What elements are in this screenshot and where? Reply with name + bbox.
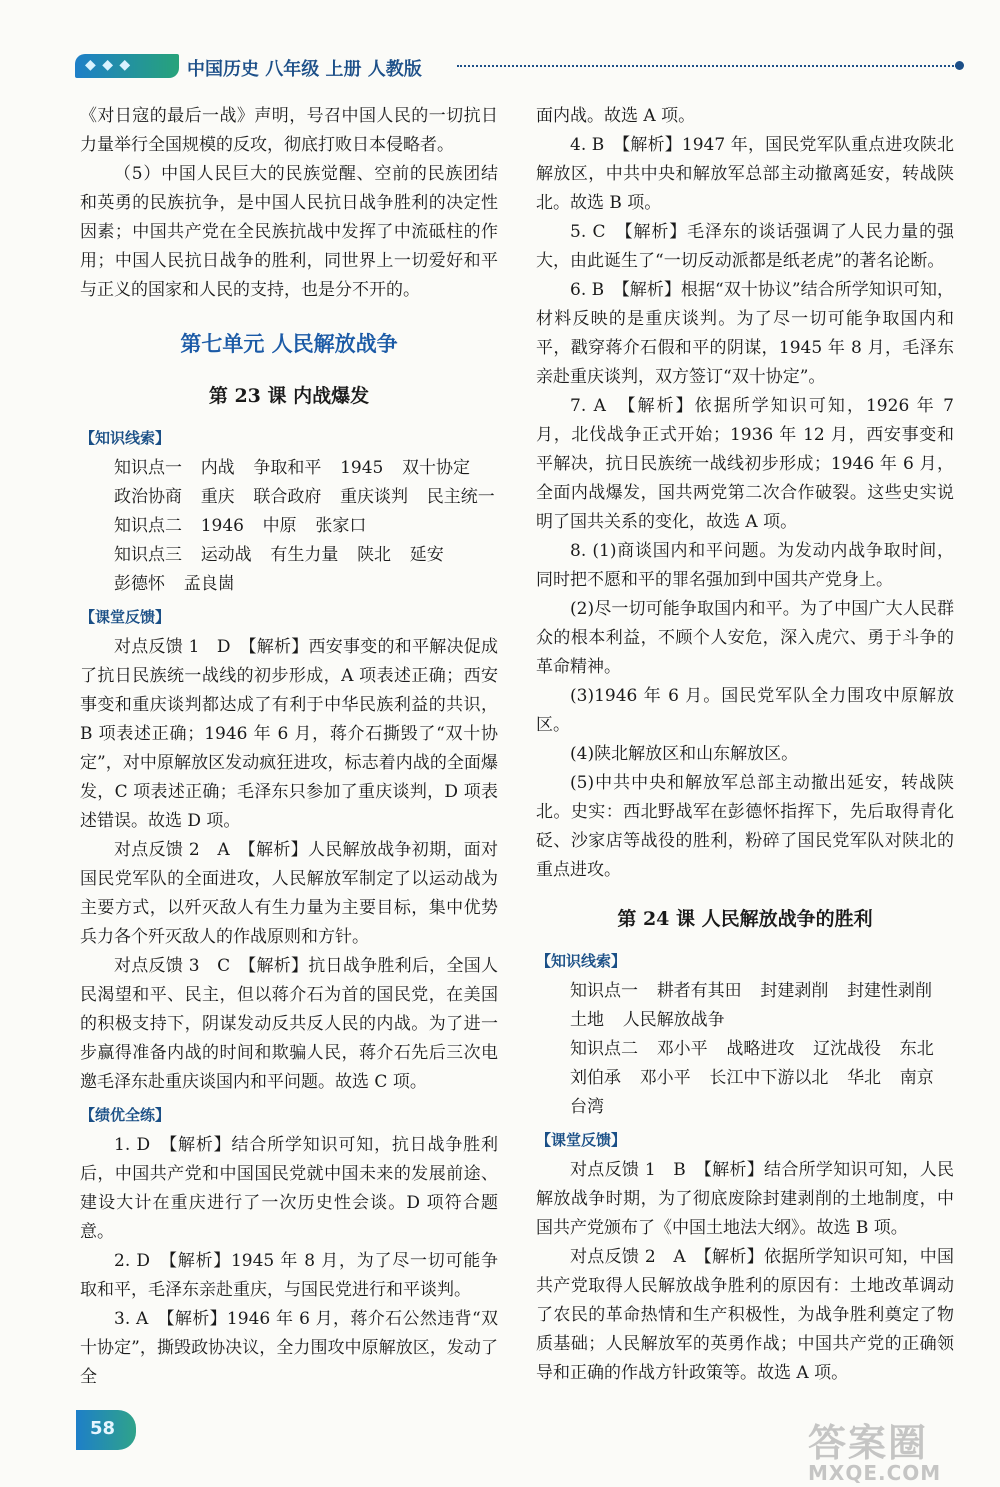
practice-answer-2: 2. D 【解析】1945 年 8 月，为了尽一切可能争取和平，毛泽东亲赴重庆，与国民党进行和平谈判。 (80, 1251, 498, 1300)
section-tag-class-feedback: 【课堂反馈】 (536, 1131, 627, 1149)
term: 双十协定 (402, 458, 471, 478)
practice-answer-4: 4. B 【解析】1947 年，国民党军队重点进攻陕北解放区，中共中央和解放军总部主动撤离延安，转战陕北。故选 B 项。 (536, 135, 954, 213)
practice-answer-8-3: (3)1946 年 6 月。国民党军队全力围攻中原解放区。 (536, 686, 954, 735)
header-end-dot-icon (955, 61, 964, 70)
feedback-answer-2: 对点反馈 2 A 【解析】依据所学知识可知，中国共产党取得人民解放战争胜利的原因有：土地改革调动了农民的革命热情和生产积极性，为战争胜利奠定了物质基础；人民解放军的英勇作战；中国共产党的正确领导和正确的作战方针政策等。故选 A 项。 (536, 1247, 954, 1383)
term: 人民解放战争 (622, 1010, 725, 1030)
page-number-badge (76, 1410, 136, 1450)
term: 彭德怀 (114, 574, 165, 594)
knowledge-point-2 (536, 1035, 954, 1064)
term: 联合政府 (253, 487, 322, 507)
practice-answer-5: 5. C 【解析】毛泽东的谈话强调了人民力量的强大，由此诞生了“一切反动派都是纸老虎”的著名论断。 (536, 222, 954, 271)
section-tag-knowledge-clues: 【知识线索】 (80, 429, 171, 447)
term: 华北 (847, 1068, 882, 1088)
term: 民主统一 (426, 487, 495, 507)
term: 重庆 (200, 487, 235, 507)
right-column (536, 102, 954, 1388)
term: 长江中下游以北 (709, 1068, 829, 1088)
term: 辽沈战役 (813, 1039, 882, 1059)
term: 张家口 (315, 516, 367, 536)
term: 孟良崮 (183, 574, 235, 594)
paragraph: （5）中国人民巨大的民族觉醒、空前的民族团结和英勇的民族抗争，是中国人民抗日战争胜利的决定性因素；中国共产党在全民族抗战中发挥了中流砥柱的作用；中国人民抗日战争的胜利，同世界上一切爱好和平与正义的国家和人民的支持，也是分不开的。 (80, 164, 498, 300)
knowledge-point-2-cont (536, 1093, 954, 1122)
knowledge-point-1 (536, 977, 954, 1006)
site-watermark (808, 1412, 988, 1485)
section-tag-class-feedback: 【课堂反馈】 (80, 608, 171, 626)
term: 东北 (899, 1039, 934, 1059)
practice-answer-1: 1. D 【解析】结合所学知识可知，抗日战争胜利后，中国共产党和中国国民党就中国未来的发展前途、建设大计在重庆进行了一次历史性会谈。D 项符合题意。 (80, 1135, 498, 1242)
practice-answer-8-4: (4)陕北解放区和山东解放区。 (570, 744, 799, 764)
term: 争取和平 (253, 458, 322, 478)
term: 运动战 (200, 545, 252, 565)
term: 邓小平 (639, 1068, 691, 1088)
knowledge-point-3 (80, 541, 498, 570)
term: 有生力量 (270, 545, 339, 565)
term: 封建剥削 (760, 981, 829, 1001)
feedback-answer-2: 对点反馈 2 A 【解析】人民解放战争初期，面对国民党军队的全面进攻，人民解放军制定了以运动战为主要方式，以歼灭敌人有生力量为主要目标，集中优势兵力各个歼灭敌人的作战原则和方针。 (80, 840, 498, 947)
knowledge-point-label: 知识点一 (114, 458, 182, 478)
page-number: 58 (90, 1418, 116, 1439)
lesson-heading: 第 23 课 内战爆发 (208, 385, 370, 407)
term: 战略进攻 (726, 1039, 795, 1059)
paragraph: 《对日寇的最后一战》声明，号召中国人民的一切抗日力量举行全国规模的反攻，彻底打败日本侵略者。 (80, 106, 498, 155)
knowledge-point-1 (80, 454, 498, 483)
knowledge-point-label: 知识点三 (114, 545, 182, 565)
practice-answer-3: 3. A 【解析】1946 年 6 月，蒋介石公然违背“双十协定”，撕毁政协决议，全力围攻中原解放区，发动了全 (80, 1309, 498, 1387)
knowledge-point-label: 知识点二 (114, 516, 182, 536)
section-tag-practice: 【绩优全练】 (80, 1106, 171, 1124)
term: 陕北 (357, 545, 392, 565)
series-logo-badge (75, 54, 179, 78)
term: 邓小平 (656, 1039, 708, 1059)
term: 重庆谈判 (340, 487, 409, 507)
term: 政治协商 (114, 487, 182, 507)
header-dotted-rule (457, 65, 957, 67)
lesson-heading: 第 24 课 人民解放战争的胜利 (617, 908, 873, 930)
badge-decoration: ◆ ◆ ◆ (85, 57, 132, 73)
term: 中原 (262, 516, 297, 536)
term: 1946 (200, 516, 244, 536)
feedback-answer-1: 对点反馈 1 B 【解析】结合所学知识可知，人民解放战争时期，为了彻底废除封建剥削的土地制度，中国共产党颁布了《中国土地法大纲》。故选 B 项。 (536, 1160, 954, 1238)
knowledge-point-1-cont (80, 483, 498, 512)
practice-answer-7: 7. A 【解析】依据所学知识可知，1926 年 7 月，北伐战争正式开始；1936 年 12 月，西安事变和平解决，抗日民族统一战线初步形成；1946 年 6 月，全面内战爆发，国共两党第二次合作破裂。这些史实说明了国共关系的变化，故选 A 项。 (536, 396, 954, 532)
left-column (80, 102, 498, 1392)
practice-answer-8-2: (2)尽一切可能争取国内和平。为了中国广大人民群众的根本利益，不顾个人安危，深入虎穴、勇于斗争的革命精神。 (536, 599, 954, 677)
knowledge-point-3-cont (80, 570, 498, 599)
unit-heading: 第七单元 人民解放战争 (180, 332, 398, 356)
knowledge-point-1-cont (536, 1006, 954, 1035)
practice-answer-8-1: 8. (1)商谈国内和平问题。为发动内战争取时间，同时把不愿和平的罪名强加到中国共产党身上。 (536, 541, 954, 590)
term: 封建性剥削 (847, 981, 933, 1001)
book-title: 中国历史 八年级 上册 人教版 (187, 59, 422, 80)
knowledge-point-label: 知识点二 (570, 1039, 638, 1059)
paragraph-continued: 面内战。故选 A 项。 (536, 106, 696, 126)
section-tag-knowledge-clues: 【知识线索】 (536, 952, 627, 970)
page-header (75, 52, 965, 82)
knowledge-point-label: 知识点一 (570, 981, 638, 1001)
term: 内战 (200, 458, 235, 478)
term: 南京 (899, 1068, 934, 1088)
feedback-answer-1: 对点反馈 1 D 【解析】西安事变的和平解决促成了抗日民族统一战线的初步形成，A 项表述正确；西安事变和重庆谈判都达成了有利于中华民族利益的共识，B 项表述正确；1946 年 6 月，蒋介石撕毁了“双十协定”，对中原解放区发动疯狂进攻，标志着内战的全面爆发，C 项表述正确；毛泽东只参加了重庆谈判，D 项表述错误。故选 D 项。 (80, 637, 498, 831)
feedback-answer-3: 对点反馈 3 C 【解析】抗日战争胜利后，全国人民渴望和平、民主，但以蒋介石为首的国民党，在美国的积极支持下，阴谋发动反共反人民的内战。为了进一步赢得准备内战的时间和欺骗人民，蒋介石先后三次电邀毛泽东赴重庆谈国内和平问题。故选 C 项。 (80, 956, 498, 1092)
term: 延安 (409, 545, 444, 565)
watermark-domain: MXQE.COM (808, 1461, 942, 1485)
term: 耕者有其田 (656, 981, 742, 1001)
watermark-logo-text: 答案圈 (808, 1421, 929, 1465)
knowledge-point-2 (80, 512, 498, 541)
term: 台湾 (570, 1097, 604, 1117)
practice-answer-6: 6. B 【解析】根据“双十协议”结合所学知识可知，材料反映的是重庆谈判。为了尽一切可能争取国内和平，戳穿蒋介石假和平的阴谋，1945 年 8 月，毛泽东亲赴重庆谈判，双方签订“双十协定”。 (536, 280, 954, 387)
knowledge-point-2-cont (536, 1064, 954, 1093)
practice-answer-8-5: (5)中共中央和解放军总部主动撤出延安，转战陕北。史实：西北野战军在彭德怀指挥下，先后取得青化砭、沙家店等战役的胜利，粉碎了国民党军队对陕北的重点进攻。 (536, 773, 954, 880)
term: 土地 (570, 1010, 604, 1030)
term: 1945 (340, 458, 384, 478)
term: 刘伯承 (570, 1068, 621, 1088)
